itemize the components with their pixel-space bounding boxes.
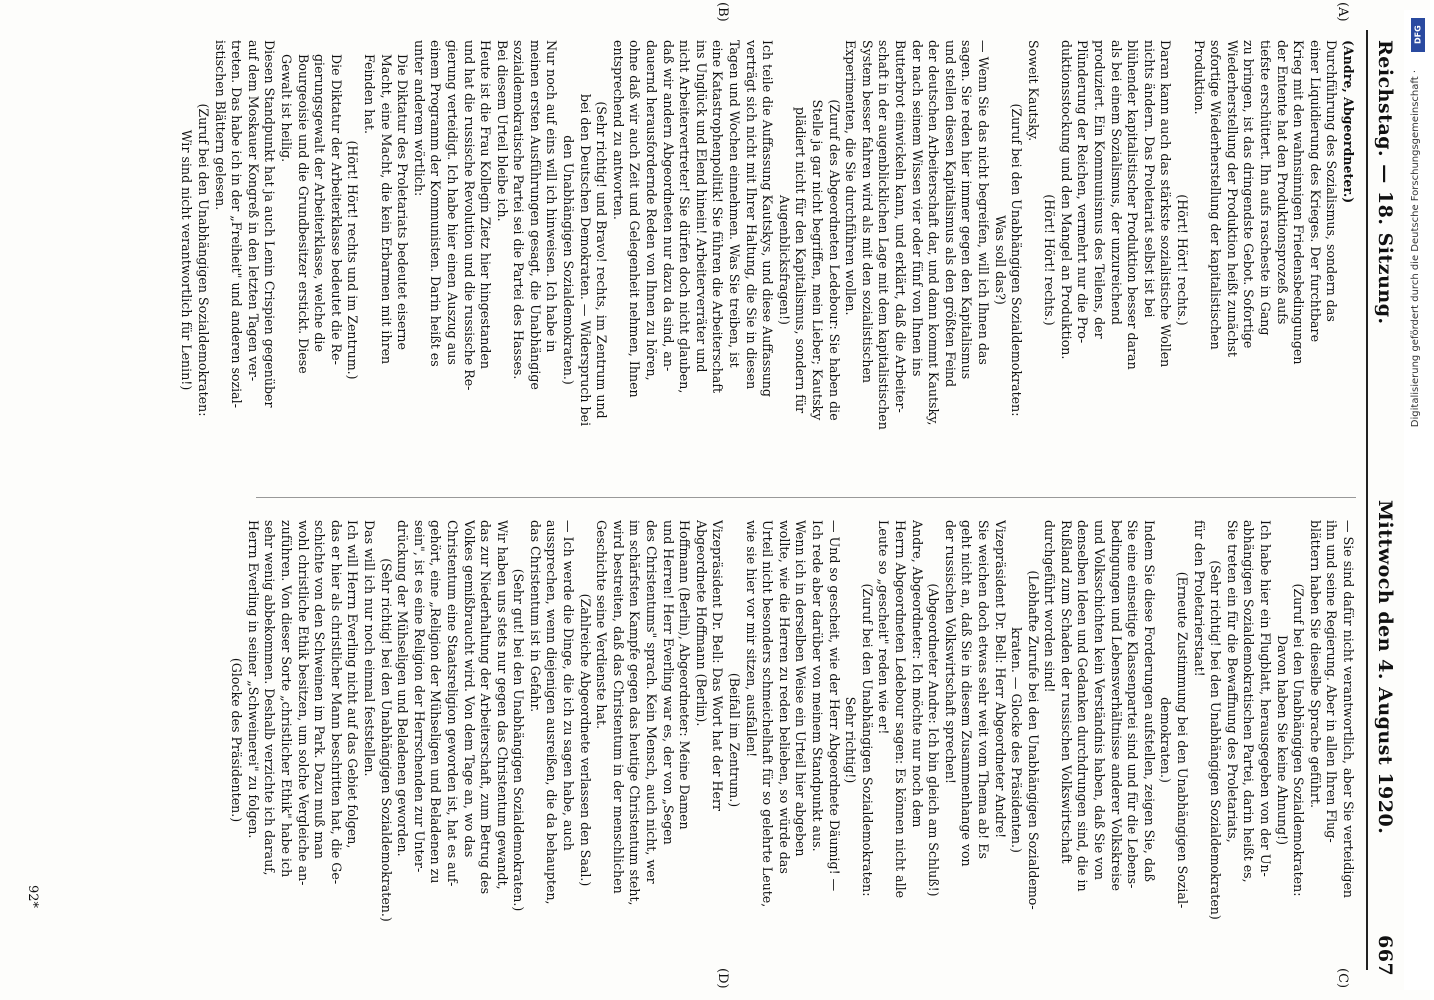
- text-line: daß wir andern Abgeordneten nur dazu da sind, an-: [660, 40, 676, 372]
- text-line: zu bringen, ist das dringendste Gebot. Sofortige: [1241, 40, 1257, 349]
- text-line: Sie treten ein für die Bewaffnung des Proletariats,: [1224, 520, 1240, 843]
- text-line: (Zuruf bei den Unabhängigen Sozialdemokraten:: [1009, 103, 1025, 417]
- text-line: (Zuruf bei den Unabhängigen Sozialdemokraten:: [196, 103, 212, 417]
- text-line: (Glocke des Präsidenten.): [229, 657, 245, 823]
- text-line: kraten. — Glocke des Präsidenten.): [1009, 627, 1025, 853]
- text-line: wie sie hier vor mir sitzen, ausfallen!: [743, 520, 759, 758]
- text-line: einer Liquidierung des Krieges. Der furchtbare: [1307, 40, 1323, 343]
- text-line: Tagen und Wochen einnehmen. Was Sie treiben, ist: [727, 40, 743, 368]
- text-line: ohne daß wir auch Zeit und Gelegenheit nehmen, Ihnen: [627, 40, 643, 398]
- text-line: Geschichte seine Verdienste hat.: [594, 520, 610, 730]
- text-line: Herrn Abgeordneten Ledebour sagen: Es können nicht alle: [892, 520, 908, 899]
- text-line: Sehr richtig!): [843, 696, 859, 784]
- text-line: Soweit Kautsky.: [1025, 40, 1041, 142]
- margin-marker-c: (C): [1335, 968, 1350, 989]
- text-line: Bei diesem Urteil bleibe ich.: [494, 40, 510, 222]
- text-line: (Lebhafte Zurufe bei den Unabhängigen Sozialdemo-: [1025, 570, 1041, 910]
- text-line: als bei einem Sozialismus, der unzureichend: [1108, 40, 1124, 325]
- text-line: Bourgeoisie und die Grundbesitzer erstickt. Diese: [295, 54, 311, 374]
- text-line: (Zuruf des Abgeordneten Ledebour: Sie haben die: [826, 99, 842, 421]
- digitization-credit: Digitalisierung gefördert durch die Deutsche Forschungsgemeinschaft ·: [1410, 70, 1421, 428]
- text-line: Augenblicksfragen!): [776, 195, 792, 325]
- text-line: (Hört! Hört! rechts.): [1042, 194, 1058, 326]
- text-line: Urteil nicht besonders schmeichelhaft für so gelehrte Leute,: [760, 520, 776, 908]
- text-line: (Hört! Hört! rechts.): [1175, 194, 1191, 326]
- text-line: Plünderung der Reichen, vermehrt nur die Pro-: [1075, 40, 1091, 344]
- text-line: Sie eine einseitige Klassenpartei sind und für die Lebens-: [1125, 520, 1141, 889]
- text-line: sehr wenig abbekommen. Deshalb verzichte ich darauf,: [262, 520, 278, 876]
- text-line: der Entente hat den Produktionsprozeß aufs: [1274, 40, 1290, 325]
- text-line: (Hört! Hört! rechts und im Zentrum.): [345, 140, 361, 380]
- text-line: verträgt sich nicht mit Ihrer Haltung, die Sie in diesen: [743, 40, 759, 390]
- text-line: sozialdemokratische Partei sei die Partei des Hasses.: [511, 40, 527, 380]
- text-line: Vizepräsident Dr. Bell: Das Wort hat der Herr: [710, 520, 726, 812]
- text-line: Christentum eine Staatsreligion geworden ist, hat es auf-: [444, 520, 460, 887]
- text-line: Ich teile die Auffassung Kautskys, und diese Auffassung: [760, 40, 776, 397]
- text-line: das Christentum ist in Gefahr.: [527, 520, 543, 713]
- text-line: (Andre, Abgeordneter.): [1341, 40, 1356, 204]
- text-line: durchgeführt worden sind!: [1042, 520, 1058, 693]
- text-line: — Wenn Sie das nicht begreifen, will ich Ihnen das: [975, 40, 991, 365]
- text-line: Ich rede aber darüber von meinem Standpunkt aus.: [810, 520, 825, 852]
- text-line: (Zuruf bei den Unabhängigen Sozialdemokraten:: [1291, 583, 1307, 897]
- margin-marker-d: (D): [715, 968, 730, 989]
- text-line: bei den Deutschen Demokraten. — Widerspruch bei: [577, 93, 593, 427]
- text-line: Rußland zum Schaden der russischen Volkswirtschaft: [1058, 520, 1074, 864]
- text-line: (Beifall im Zentrum.): [727, 672, 743, 808]
- text-line: unter anderem wörtlich:: [411, 40, 427, 197]
- text-line: (Sehr richtig! bei den Unabhängigen Sozialdemokraten): [1208, 560, 1224, 920]
- text-line: (Sehr gut! bei den Unabhängigen Sozialdemokraten.): [511, 568, 527, 912]
- text-line: Wir sind nicht verantwortlich für Lenin!): [179, 129, 195, 391]
- text-line: wohl christliche Ethik besitzen, um solche Vergleiche an-: [295, 520, 311, 886]
- text-line: sein", ist es eine Religion der Herrschenden zur Unter-: [411, 520, 427, 873]
- text-line: Krieg mit den wahnsinnigen Friedensbedingungen: [1291, 40, 1307, 365]
- text-line: den Unabhängigen Sozialdemokraten.): [561, 135, 577, 385]
- text-line: — Ich werde die Dinge, die ich zu sagen habe, auch: [561, 520, 577, 851]
- header-session: Reichstag. — 18. Sitzung.: [1374, 40, 1396, 325]
- text-line: Experimenten, die Sie durchführen wollen.: [843, 40, 859, 316]
- text-line: Die Diktatur der Arbeiterklasse bedeutet die Re-: [328, 54, 344, 365]
- text-line: Leute so „gescheit" reden wie er!: [876, 520, 892, 735]
- text-line: des Christentums" sprach. Kein Mensch, auch nicht, wer: [644, 520, 660, 884]
- text-line: eine Katastrophenpolitik! Sie führen die Arbeiterschaft: [710, 40, 726, 394]
- text-line: Davon haben Sie keine Ahnung!): [1274, 634, 1290, 846]
- text-line: bedingungen und Lebensverhältnisse anderer Volkskreise: [1108, 520, 1124, 891]
- text-line: Feinden hat.: [361, 54, 377, 134]
- header-date: Mittwoch den 4. August 1920.: [1374, 500, 1396, 835]
- header-rule: [1366, 30, 1368, 970]
- text-line: dauernd herausfordernde Reden von Ihnen zu hören,: [644, 40, 660, 381]
- text-line: Macht, eine Macht, die kein Erbarmen mit ihren: [378, 54, 394, 365]
- text-line: und hat die russische Revolution und die russische Re-: [461, 40, 477, 391]
- text-line: der nach seinem Wissen vier oder fünf von Ihnen ins: [909, 40, 925, 377]
- text-line: tiefste erschüttert. Ihn aufs rascheste in Gang: [1258, 40, 1274, 336]
- text-line: der deutschen Arbeiterschaft dar, und dann kommt Kautsky,: [926, 40, 942, 426]
- text-line: Volkes gemißbraucht wird. Von dem Tage an, wo das: [461, 520, 477, 858]
- text-line: im schärfsten Kampfe gegen das heutige Christentum steht,: [627, 520, 643, 906]
- text-line: Die Diktatur des Proletariats bedeutet eiserne: [395, 54, 411, 350]
- text-line: Wiederherstellung der Produktion heißt zunächst: [1224, 40, 1240, 357]
- text-line: plädiert nicht für den Kapitalismus, sondern für: [793, 106, 809, 414]
- text-line: (Sehr richtig! und Bravo! rechts, im Zentrum und: [594, 101, 610, 419]
- text-line: treten. Das habe ich in der „Freiheit" und anderen sozial-: [229, 40, 245, 408]
- text-line: zuführen. Von dieser Sorte „christlicher Ethik" habe ich: [279, 520, 294, 878]
- text-line: Sie weichen doch etwas sehr weit vom Thema ab! Es: [975, 520, 991, 859]
- text-line: Diesen Standpunkt hat ja auch Lenin Crispien gegenüber: [262, 40, 278, 408]
- text-line: Wir haben uns stets nur gegen das Christentum gewandt,: [494, 520, 510, 890]
- text-line: Durchführung des Sozialismus, sondern das: [1324, 40, 1340, 322]
- text-line: duktionsstockung und den Mangel an Produktion.: [1058, 40, 1074, 360]
- text-line: Abgeordnete Hoffmann (Berlin).: [693, 520, 709, 727]
- text-line: Andre, Abgeordneter: Ich möchte nur noch dem: [909, 520, 925, 828]
- text-line: für den Proletarierstaat!: [1191, 520, 1207, 677]
- text-line: demokraten.): [1158, 697, 1174, 783]
- text-line: nicht Arbeitervertreter! Sie dürfen doch nicht glauben,: [677, 40, 693, 394]
- text-line: gierungsgewalt der Arbeiterklasse, welche die: [312, 54, 328, 352]
- text-line: denselben Ideen und Gedanken durchdrungen sind, die in: [1075, 520, 1091, 892]
- text-line: istischen Blättern gelesen.: [212, 40, 228, 211]
- text-line: und stellen diesen Kapitalismus als den größten Feind: [942, 40, 958, 388]
- text-line: geht nicht an, daß Sie in diesem Zusammenhange von: [959, 520, 975, 867]
- text-line: Vizepräsident Dr. Bell: Herr Abgeordneter Andre!: [992, 520, 1008, 839]
- text-line: schaft in der augenblicklichen Lage mit dem kapitalistischen: [876, 40, 892, 430]
- text-line: einem Programm der Kommunisten. Darin heißt es: [428, 40, 444, 367]
- text-line: Produktion.: [1191, 40, 1207, 115]
- text-line: entsprechend zu antworten.: [610, 40, 626, 220]
- text-line: blühender kapitalistischer Produktion besser daran: [1125, 40, 1141, 370]
- text-line: meinen ersten Ausführungen gesagt, die Unabhängige: [527, 40, 543, 390]
- text-line: — Sie sind dafür nicht verantwortlich, aber Sie verteidigen: [1341, 520, 1356, 899]
- text-line: (Erneute Zustimmung bei den Unabhängigen Sozial-: [1175, 571, 1191, 909]
- text-line: ins Unglück und Elend hinein! Arbeiterverräter und: [693, 40, 709, 373]
- text-line: produziert. Ein Kommunismus des Teilens, der: [1092, 40, 1108, 339]
- text-line: Ich habe hier ein Flugblatt, herausgegeben von der Un-: [1258, 520, 1274, 877]
- text-line: ihn und seine Regierung. Aber in allen Ihren Flug-: [1324, 520, 1340, 843]
- text-line: sofortige Wiederherstellung der kapitalistischen: [1208, 40, 1224, 350]
- text-line: auf dem Moskauer Kongreß in den letzten Tagen ver-: [245, 40, 261, 382]
- text-line: (Zahlreiche Abgeordnete verlassen den Saal.): [577, 593, 593, 887]
- text-line: Daran kann auch das stärkste sozialistische Wollen: [1158, 40, 1174, 368]
- dfg-logo: DFG: [1411, 18, 1425, 52]
- text-line: nichts ändern. Das Proletariat selbst ist bei: [1141, 40, 1157, 318]
- text-line: gehört, eine „Religion der Mühseligen und Beladenen zu: [428, 520, 444, 884]
- text-line: Indem Sie diese Forderungen aufstellen, zeigen Sie, daß: [1141, 520, 1157, 882]
- column-divider: [256, 497, 1356, 498]
- text-line: System besser fahren wird als mit den sozialistischen: [859, 40, 875, 384]
- text-line: schichte von den Schweinen im Park. Dazu muß man: [312, 520, 328, 859]
- text-line: Ich will Herrn Everling nicht auf das Gebiet folgen,: [345, 520, 361, 849]
- text-line: wird bestreiten, daß das Christentum in der menschlichen: [610, 520, 626, 894]
- text-line: abhängigen Sozialdemokratischen Partei, darin heißt es,: [1241, 520, 1257, 883]
- text-line: Gewalt ist heilig.: [279, 54, 294, 163]
- text-line: (Zuruf bei den Unabhängigen Sozialdemokraten:: [859, 583, 875, 897]
- text-line: Herrn Everling in seiner „Schweinerei" zu folgen.: [245, 520, 261, 839]
- text-line: (Sehr richtig! bei den Unabhängigen Sozialdemokraten.): [378, 558, 394, 922]
- text-line: gierung verteidigt. Ich habe hier einen Auszug aus: [444, 40, 460, 365]
- text-line: und Volksschichten kein Verständnis haben, daß Sie von: [1092, 520, 1108, 880]
- margin-marker-a: (A): [1335, 2, 1350, 22]
- text-line: sagen. Sie reden hier immer gegen den Kapitalismus: [959, 40, 975, 380]
- text-line: Wenn ich in derselben Weise ein Urteil hier abgeben: [793, 520, 809, 857]
- left-column: [178, 40, 1356, 480]
- text-line: und Herren! Herr Everling war es, der von „Segen: [660, 520, 676, 845]
- text-line: das er hier als christlicher Mann beschritten hat, die Ge-: [328, 520, 344, 885]
- text-line: — Und so gescheit, wie der Herr Abgeordnete Däumig! —: [826, 520, 842, 892]
- text-line: Heute ist die Frau Kollegin Zietz hier hingestanden: [478, 40, 494, 369]
- footer-page-mark: 92*: [25, 885, 40, 909]
- text-line: (Abgeordneter Andre: Ich bin gleich am Schluß!): [926, 583, 942, 897]
- text-line: Butterbrot einwickeln kann, und erklärt, daß die Arbeiter-: [892, 40, 908, 413]
- text-line: Das will ich nur noch einmal feststellen.: [361, 520, 377, 777]
- text-line: Was soll das?): [992, 215, 1008, 305]
- text-line: drückung der Mühseligen und Beladenen geworden.: [395, 520, 411, 857]
- text-line: das zur Niederhaltung der Arbeiterschaft, zum Betrug des: [478, 520, 494, 895]
- text-line: wollte, wie die Herren zu reden belieben, so würde das: [776, 520, 792, 874]
- page-number: 667: [1374, 935, 1396, 977]
- page-header: [1356, 30, 1396, 977]
- text-line: blättern haben Sie dieselbe Sprache geführt.: [1307, 520, 1323, 808]
- text-line: Hoffmann (Berlin), Abgeordneter: Meine Damen: [677, 520, 693, 830]
- text-line: aussprechen, wenn diejenigen ausreißen, die da behaupten,: [544, 520, 560, 905]
- margin-marker-b: (B): [715, 2, 730, 22]
- digitization-sidebar: [1404, 10, 1434, 990]
- right-column: [228, 520, 1356, 960]
- text-line: der russischen Volkswirtschaft sprechen!: [942, 520, 958, 784]
- text-line: Nur noch auf eins will ich hinweisen. Ich habe in: [544, 40, 560, 353]
- text-line: Stelle ja gar nicht begriffen, mein Lieber; Kautsky: [810, 99, 825, 421]
